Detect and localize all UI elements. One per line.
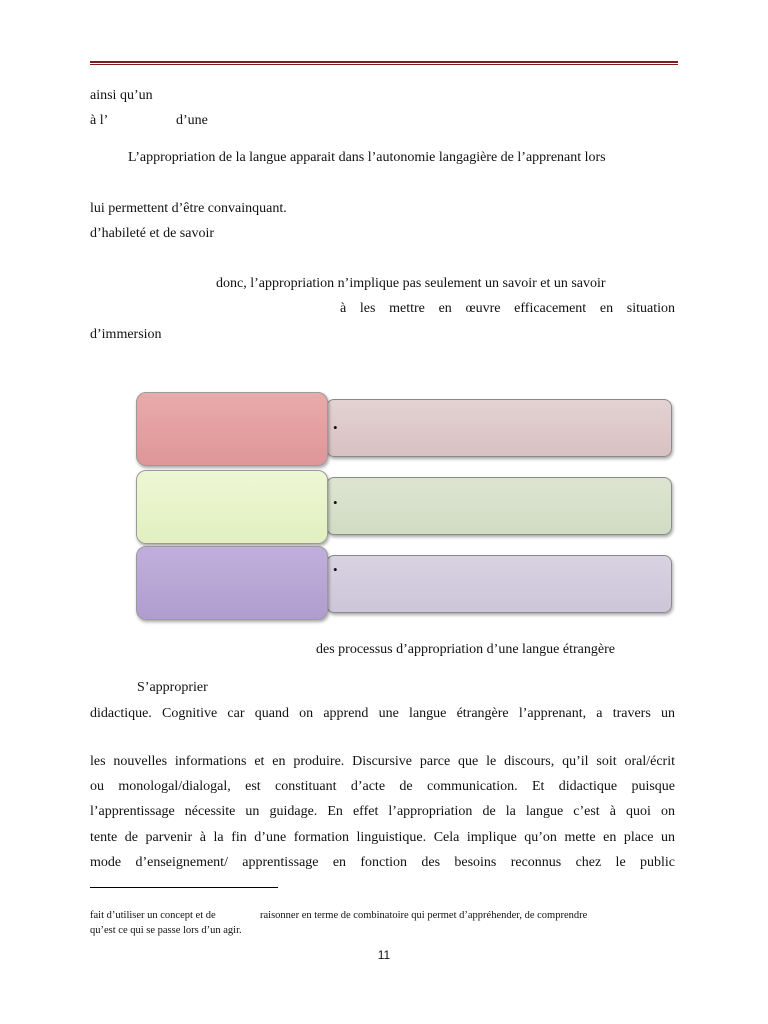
figure-caption: des processus d’appropriation d’une langue étrangère xyxy=(316,642,615,657)
appropriation-diagram xyxy=(136,390,676,620)
text-fragment: à l’ xyxy=(90,113,109,128)
footnote-text: raisonner en terme de combinatoire qui permet d’appréhender, de comprendre xyxy=(260,910,588,921)
header-rule xyxy=(90,61,678,65)
diagram-row-2-content xyxy=(326,477,672,535)
footnote-text: qu’est ce qui se passe lors d’un agir. xyxy=(90,925,242,936)
diagram-row-1-label xyxy=(136,392,328,466)
paragraph-line: lui permettent d’être convainquant. xyxy=(90,201,287,216)
paragraph-line: d’immersion xyxy=(90,327,162,342)
paragraph-line: ou monologal/dialogal, est constituant d’acte de communication. Et didactique puisque xyxy=(90,779,675,794)
paragraph-line: à les mettre en œuvre efficacement en situation xyxy=(340,301,675,316)
paragraph-line: mode d’enseignement/ apprentissage en fonction des besoins reconnus chez le public xyxy=(90,855,675,870)
text-line: ainsi qu’un xyxy=(90,88,153,103)
footnote-separator xyxy=(90,887,278,888)
paragraph-line: d’habileté et de savoir xyxy=(90,226,215,241)
diagram-row-2-label xyxy=(136,470,328,544)
text-fragment: d’une xyxy=(176,113,208,128)
diagram-row-3-content xyxy=(326,555,672,613)
footnote-text: fait d’utiliser un concept et de xyxy=(90,910,216,921)
diagram-row-1-content xyxy=(326,399,672,457)
page-number: 11 xyxy=(377,948,391,962)
paragraph-line: S’approprier xyxy=(137,680,208,695)
paragraph-line: didactique. Cognitive car quand on apprend une langue étrangère l’apprenant, a travers un xyxy=(90,706,675,721)
bullet: • xyxy=(333,562,338,577)
paragraph-line: l’apprentissage nécessite un guidage. En effet l’appropriation de la langue c’est à quoi on xyxy=(90,804,675,819)
paragraph-line: L’appropriation de la langue apparait dans l’autonomie langagière de l’apprenant lors xyxy=(128,150,606,165)
paragraph-line: donc, l’appropriation n’implique pas seulement un savoir et un savoir xyxy=(216,276,606,291)
bullet: • xyxy=(333,420,338,435)
bullet: • xyxy=(333,495,338,510)
paragraph-line: les nouvelles informations et en produire. Discursive parce que le discours, qu’il soit oral/écrit xyxy=(90,754,675,769)
paragraph-line: tente de parvenir à la fin d’une formation linguistique. Cela implique qu’on mette en place un xyxy=(90,830,675,845)
diagram-row-3-label xyxy=(136,546,328,620)
